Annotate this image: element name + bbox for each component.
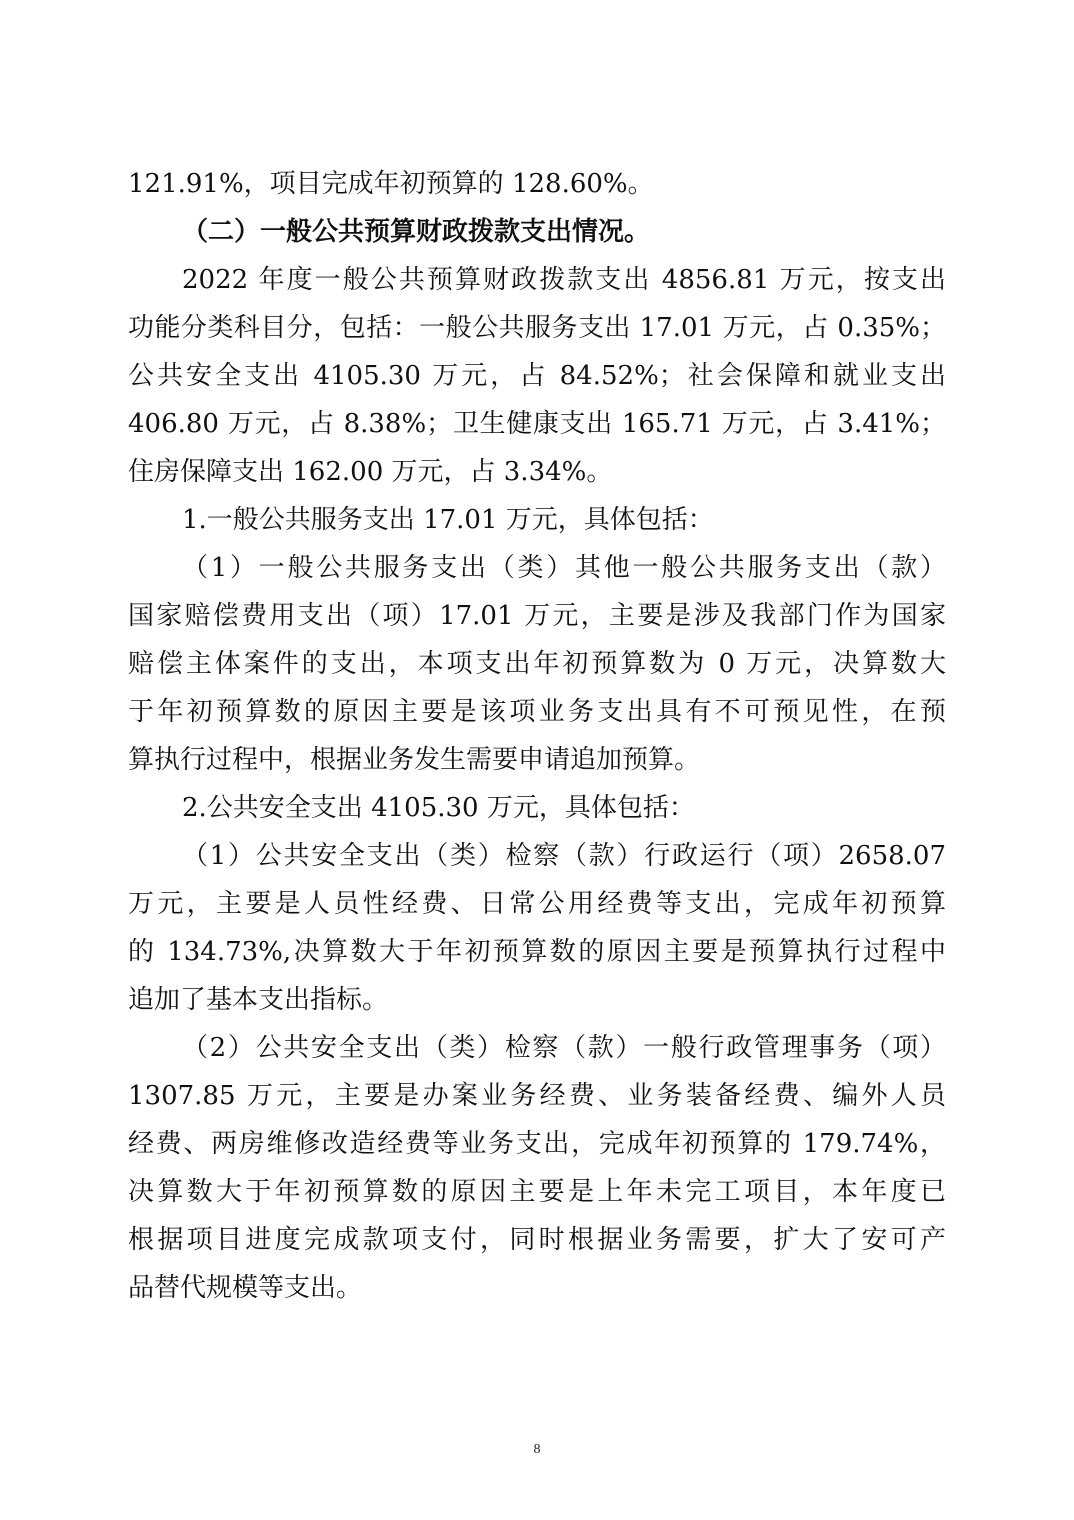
text-line: 公共安全支出 4105.30 万元，占 84.52%；社会保障和就业支出 — [128, 361, 946, 391]
text-line: 决算数大于年初预算数的原因主要是上年未完工项目，本年度已 — [128, 1177, 946, 1207]
list-item-heading: 2.公共安全支出 4105.30 万元，具体包括： — [182, 793, 695, 823]
document-body — [128, 160, 946, 1312]
text-line: 万元，主要是人员性经费、日常公用经费等支出，完成年初预算 — [128, 889, 946, 919]
text-line: 算执行过程中，根据业务发生需要申请追加预算。 — [128, 745, 701, 775]
text-line: （1）一般公共服务支出（类）其他一般公共服务支出（款） — [182, 553, 946, 583]
text-line: （1）公共安全支出（类）检察（款）行政运行（项）2658.07 — [182, 841, 946, 871]
text-line: 品替代规模等支出。 — [128, 1273, 363, 1303]
text-line: 121.91%，项目完成年初预算的 128.60%。 — [128, 169, 654, 199]
text-line: 根据项目进度完成款项支付，同时根据业务需要，扩大了安可产 — [128, 1225, 946, 1255]
text-line: 406.80 万元，占 8.38%；卫生健康支出 165.71 万元，占 3.41%； — [128, 409, 946, 439]
text-line: 住房保障支出 162.00 万元，占 3.34%。 — [128, 457, 613, 487]
text-line: 1307.85 万元，主要是办案业务经费、业务装备经费、编外人员 — [128, 1081, 946, 1111]
text-line: 追加了基本支出指标。 — [128, 985, 389, 1015]
text-line: 的 134.73%,决算数大于年初预算数的原因主要是预算执行过程中 — [128, 937, 946, 967]
page-number: 8 — [533, 1442, 541, 1457]
section-heading: （二）一般公共预算财政拨款支出情况。 — [182, 217, 651, 247]
text-line: 赔偿主体案件的支出，本项支出年初预算数为 0 万元，决算数大 — [128, 649, 946, 679]
text-line: 功能分类科目分，包括：一般公共服务支出 17.01 万元，占 0.35%； — [128, 313, 946, 343]
text-line: 于年初预算数的原因主要是该项业务支出具有不可预见性，在预 — [128, 697, 946, 727]
text-line: 经费、两房维修改造经费等业务支出，完成年初预算的 179.74%， — [128, 1129, 946, 1159]
text-line: 2022 年度一般公共预算财政拨款支出 4856.81 万元，按支出 — [182, 265, 946, 295]
text-line: 国家赔偿费用支出（项）17.01 万元，主要是涉及我部门作为国家 — [128, 601, 946, 631]
text-line: （2）公共安全支出（类）检察（款）一般行政管理事务（项） — [182, 1033, 946, 1063]
list-item-heading: 1.一般公共服务支出 17.01 万元，具体包括： — [182, 505, 714, 535]
